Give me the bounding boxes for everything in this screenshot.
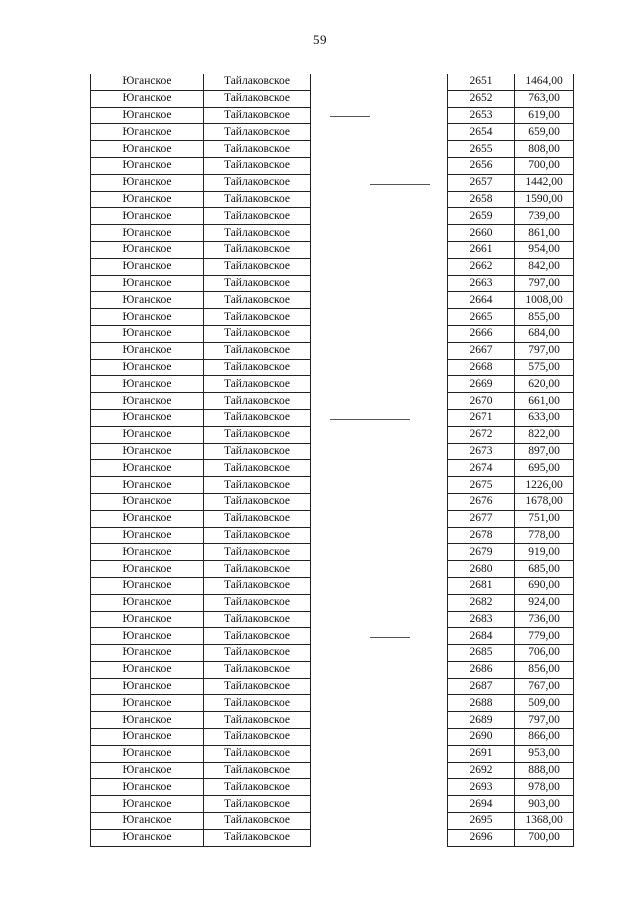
table-row <box>91 510 574 527</box>
number-cell: 2665 <box>448 309 515 326</box>
area-cell: Тайлаковское <box>204 779 311 796</box>
number-cell: 2667 <box>448 342 515 359</box>
blank-cell <box>311 510 448 527</box>
field-cell: Юганское <box>91 309 204 326</box>
table-row <box>91 678 574 695</box>
value-cell: 700,00 <box>515 157 574 174</box>
value-cell: 919,00 <box>515 544 574 561</box>
field-cell: Юганское <box>91 762 204 779</box>
field-cell: Юганское <box>91 493 204 510</box>
area-cell: Тайлаковское <box>204 477 311 494</box>
value-cell: 856,00 <box>515 661 574 678</box>
value-cell: 706,00 <box>515 645 574 662</box>
blank-cell <box>311 544 448 561</box>
value-cell: 866,00 <box>515 729 574 746</box>
number-cell: 2662 <box>448 258 515 275</box>
table-row <box>91 141 574 158</box>
area-cell: Тайлаковское <box>204 393 311 410</box>
number-cell: 2652 <box>448 90 515 107</box>
area-cell: Тайлаковское <box>204 208 311 225</box>
table-row <box>91 779 574 796</box>
field-cell: Юганское <box>91 611 204 628</box>
field-cell: Юганское <box>91 460 204 477</box>
field-cell: Юганское <box>91 376 204 393</box>
area-cell: Тайлаковское <box>204 225 311 242</box>
field-cell: Юганское <box>91 208 204 225</box>
value-cell: 684,00 <box>515 325 574 342</box>
value-cell: 690,00 <box>515 577 574 594</box>
value-cell: 685,00 <box>515 561 574 578</box>
area-cell: Тайлаковское <box>204 678 311 695</box>
blank-cell <box>311 275 448 292</box>
field-cell: Юганское <box>91 74 204 90</box>
value-cell: 797,00 <box>515 712 574 729</box>
blank-cell <box>311 561 448 578</box>
area-cell: Тайлаковское <box>204 611 311 628</box>
table-row <box>91 493 574 510</box>
table-row <box>91 443 574 460</box>
value-cell: 619,00 <box>515 107 574 124</box>
table-row <box>91 124 574 141</box>
field-cell: Юганское <box>91 409 204 426</box>
blank-cell <box>311 779 448 796</box>
field-cell: Юганское <box>91 628 204 645</box>
field-cell: Юганское <box>91 695 204 712</box>
area-cell: Тайлаковское <box>204 426 311 443</box>
number-cell: 2653 <box>448 107 515 124</box>
area-cell: Тайлаковское <box>204 191 311 208</box>
value-cell: 953,00 <box>515 745 574 762</box>
field-cell: Юганское <box>91 661 204 678</box>
value-cell: 1226,00 <box>515 477 574 494</box>
field-cell: Юганское <box>91 527 204 544</box>
value-cell: 1368,00 <box>515 813 574 830</box>
number-cell: 2692 <box>448 762 515 779</box>
number-cell: 2683 <box>448 611 515 628</box>
field-cell: Юганское <box>91 678 204 695</box>
blank-cell <box>311 325 448 342</box>
number-cell: 2666 <box>448 325 515 342</box>
area-cell: Тайлаковское <box>204 729 311 746</box>
value-cell: 778,00 <box>515 527 574 544</box>
blank-cell <box>311 477 448 494</box>
blank-cell <box>311 729 448 746</box>
blank-cell <box>311 527 448 544</box>
scan-artifact <box>370 637 410 638</box>
field-cell: Юганское <box>91 645 204 662</box>
field-cell: Юганское <box>91 292 204 309</box>
value-cell: 751,00 <box>515 510 574 527</box>
number-cell: 2673 <box>448 443 515 460</box>
field-cell: Юганское <box>91 561 204 578</box>
value-cell: 633,00 <box>515 409 574 426</box>
number-cell: 2687 <box>448 678 515 695</box>
table-row <box>91 460 574 477</box>
number-cell: 2680 <box>448 561 515 578</box>
value-cell: 659,00 <box>515 124 574 141</box>
area-cell: Тайлаковское <box>204 813 311 830</box>
blank-cell <box>311 762 448 779</box>
table-row <box>91 712 574 729</box>
value-cell: 797,00 <box>515 342 574 359</box>
value-cell: 736,00 <box>515 611 574 628</box>
area-cell: Тайлаковское <box>204 74 311 90</box>
table-row <box>91 393 574 410</box>
number-cell: 2693 <box>448 779 515 796</box>
field-cell: Юганское <box>91 443 204 460</box>
number-cell: 2695 <box>448 813 515 830</box>
field-cell: Юганское <box>91 577 204 594</box>
area-cell: Тайлаковское <box>204 493 311 510</box>
area-cell: Тайлаковское <box>204 577 311 594</box>
value-cell: 903,00 <box>515 796 574 813</box>
field-cell: Юганское <box>91 477 204 494</box>
field-cell: Юганское <box>91 729 204 746</box>
area-cell: Тайлаковское <box>204 174 311 191</box>
table-row <box>91 74 574 90</box>
blank-cell <box>311 611 448 628</box>
table-row <box>91 527 574 544</box>
value-cell: 861,00 <box>515 225 574 242</box>
area-cell: Тайлаковское <box>204 695 311 712</box>
table-row <box>91 611 574 628</box>
blank-cell <box>311 661 448 678</box>
area-cell: Тайлаковское <box>204 645 311 662</box>
value-cell: 620,00 <box>515 376 574 393</box>
table-row <box>91 796 574 813</box>
number-cell: 2696 <box>448 829 515 846</box>
value-cell: 1008,00 <box>515 292 574 309</box>
value-cell: 897,00 <box>515 443 574 460</box>
number-cell: 2651 <box>448 74 515 90</box>
number-cell: 2654 <box>448 124 515 141</box>
field-cell: Юганское <box>91 393 204 410</box>
value-cell: 842,00 <box>515 258 574 275</box>
table-row <box>91 292 574 309</box>
blank-cell <box>311 813 448 830</box>
table-row <box>91 342 574 359</box>
number-cell: 2678 <box>448 527 515 544</box>
blank-cell <box>311 796 448 813</box>
field-cell: Юганское <box>91 813 204 830</box>
value-cell: 767,00 <box>515 678 574 695</box>
blank-cell <box>311 829 448 846</box>
blank-cell <box>311 191 448 208</box>
value-cell: 822,00 <box>515 426 574 443</box>
blank-cell <box>311 678 448 695</box>
blank-cell <box>311 258 448 275</box>
field-cell: Юганское <box>91 544 204 561</box>
field-cell: Юганское <box>91 157 204 174</box>
field-cell: Юганское <box>91 779 204 796</box>
number-cell: 2671 <box>448 409 515 426</box>
area-cell: Тайлаковское <box>204 409 311 426</box>
field-cell: Юганское <box>91 594 204 611</box>
value-cell: 978,00 <box>515 779 574 796</box>
table-row <box>91 762 574 779</box>
blank-cell <box>311 393 448 410</box>
number-cell: 2656 <box>448 157 515 174</box>
area-cell: Тайлаковское <box>204 275 311 292</box>
field-cell: Юганское <box>91 359 204 376</box>
field-cell: Юганское <box>91 241 204 258</box>
field-cell: Юганское <box>91 510 204 527</box>
field-cell: Юганское <box>91 745 204 762</box>
area-cell: Тайлаковское <box>204 745 311 762</box>
area-cell: Тайлаковское <box>204 594 311 611</box>
field-cell: Юганское <box>91 342 204 359</box>
area-cell: Тайлаковское <box>204 460 311 477</box>
table-row <box>91 174 574 191</box>
value-cell: 575,00 <box>515 359 574 376</box>
value-cell: 954,00 <box>515 241 574 258</box>
number-cell: 2664 <box>448 292 515 309</box>
value-cell: 924,00 <box>515 594 574 611</box>
blank-cell <box>311 376 448 393</box>
field-cell: Юганское <box>91 90 204 107</box>
table-row <box>91 376 574 393</box>
table-row <box>91 829 574 846</box>
value-cell: 1678,00 <box>515 493 574 510</box>
blank-cell <box>311 124 448 141</box>
number-cell: 2668 <box>448 359 515 376</box>
area-cell: Тайлаковское <box>204 292 311 309</box>
value-cell: 797,00 <box>515 275 574 292</box>
table-row <box>91 645 574 662</box>
page-number: 59 <box>313 32 327 47</box>
area-cell: Тайлаковское <box>204 443 311 460</box>
table-row <box>91 275 574 292</box>
scan-artifact <box>330 116 370 117</box>
field-cell: Юганское <box>91 712 204 729</box>
blank-cell <box>311 712 448 729</box>
number-cell: 2686 <box>448 661 515 678</box>
table-row <box>91 561 574 578</box>
area-cell: Тайлаковское <box>204 359 311 376</box>
area-cell: Тайлаковское <box>204 90 311 107</box>
number-cell: 2663 <box>448 275 515 292</box>
field-cell: Юганское <box>91 258 204 275</box>
table-row <box>91 628 574 645</box>
number-cell: 2672 <box>448 426 515 443</box>
area-cell: Тайлаковское <box>204 661 311 678</box>
value-cell: 808,00 <box>515 141 574 158</box>
table-row <box>91 477 574 494</box>
number-cell: 2676 <box>448 493 515 510</box>
field-cell: Юганское <box>91 174 204 191</box>
number-cell: 2674 <box>448 460 515 477</box>
table-row <box>91 577 574 594</box>
area-cell: Тайлаковское <box>204 796 311 813</box>
table-row <box>91 157 574 174</box>
blank-cell <box>311 645 448 662</box>
area-cell: Тайлаковское <box>204 309 311 326</box>
area-cell: Тайлаковское <box>204 157 311 174</box>
blank-cell <box>311 342 448 359</box>
area-cell: Тайлаковское <box>204 628 311 645</box>
table-row <box>91 309 574 326</box>
field-cell: Юганское <box>91 107 204 124</box>
number-cell: 2660 <box>448 225 515 242</box>
table-row <box>91 90 574 107</box>
field-cell: Юганское <box>91 275 204 292</box>
table-row <box>91 695 574 712</box>
value-cell: 700,00 <box>515 829 574 846</box>
value-cell: 509,00 <box>515 695 574 712</box>
number-cell: 2685 <box>448 645 515 662</box>
area-cell: Тайлаковское <box>204 829 311 846</box>
blank-cell <box>311 74 448 90</box>
table-row <box>91 225 574 242</box>
blank-cell <box>311 157 448 174</box>
value-cell: 888,00 <box>515 762 574 779</box>
area-cell: Тайлаковское <box>204 510 311 527</box>
number-cell: 2670 <box>448 393 515 410</box>
field-cell: Юганское <box>91 829 204 846</box>
table-row <box>91 745 574 762</box>
table-row <box>91 729 574 746</box>
blank-cell <box>311 745 448 762</box>
number-cell: 2659 <box>448 208 515 225</box>
area-cell: Тайлаковское <box>204 342 311 359</box>
table-row <box>91 426 574 443</box>
number-cell: 2691 <box>448 745 515 762</box>
area-cell: Тайлаковское <box>204 141 311 158</box>
area-cell: Тайлаковское <box>204 527 311 544</box>
area-cell: Тайлаковское <box>204 762 311 779</box>
area-cell: Тайлаковское <box>204 258 311 275</box>
number-cell: 2694 <box>448 796 515 813</box>
value-cell: 739,00 <box>515 208 574 225</box>
blank-cell <box>311 208 448 225</box>
blank-cell <box>311 90 448 107</box>
table-row <box>91 594 574 611</box>
blank-cell <box>311 493 448 510</box>
value-cell: 1442,00 <box>515 174 574 191</box>
table-row <box>91 661 574 678</box>
area-cell: Тайлаковское <box>204 376 311 393</box>
number-cell: 2689 <box>448 712 515 729</box>
number-cell: 2669 <box>448 376 515 393</box>
number-cell: 2688 <box>448 695 515 712</box>
number-cell: 2655 <box>448 141 515 158</box>
blank-cell <box>311 426 448 443</box>
blank-cell <box>311 141 448 158</box>
number-cell: 2657 <box>448 174 515 191</box>
value-cell: 661,00 <box>515 393 574 410</box>
blank-cell <box>311 695 448 712</box>
field-cell: Юганское <box>91 426 204 443</box>
number-cell: 2675 <box>448 477 515 494</box>
area-cell: Тайлаковское <box>204 544 311 561</box>
table-row <box>91 544 574 561</box>
table-row <box>91 325 574 342</box>
number-cell: 2661 <box>448 241 515 258</box>
field-cell: Юганское <box>91 141 204 158</box>
blank-cell <box>311 241 448 258</box>
table-row <box>91 191 574 208</box>
blank-cell <box>311 309 448 326</box>
blank-cell <box>311 460 448 477</box>
blank-cell <box>311 594 448 611</box>
number-cell: 2690 <box>448 729 515 746</box>
number-cell: 2677 <box>448 510 515 527</box>
table-row <box>91 813 574 830</box>
value-cell: 695,00 <box>515 460 574 477</box>
data-table <box>90 74 574 847</box>
table-row <box>91 241 574 258</box>
table-row <box>91 208 574 225</box>
scan-artifact <box>330 419 410 420</box>
area-cell: Тайлаковское <box>204 241 311 258</box>
value-cell: 1464,00 <box>515 74 574 90</box>
value-cell: 855,00 <box>515 309 574 326</box>
table-body <box>91 74 574 846</box>
field-cell: Юганское <box>91 225 204 242</box>
blank-cell <box>311 292 448 309</box>
area-cell: Тайлаковское <box>204 712 311 729</box>
field-cell: Юганское <box>91 191 204 208</box>
field-cell: Юганское <box>91 796 204 813</box>
area-cell: Тайлаковское <box>204 107 311 124</box>
table-row <box>91 359 574 376</box>
number-cell: 2682 <box>448 594 515 611</box>
field-cell: Юганское <box>91 325 204 342</box>
scan-artifact <box>370 184 430 185</box>
field-cell: Юганское <box>91 124 204 141</box>
blank-cell <box>311 225 448 242</box>
number-cell: 2681 <box>448 577 515 594</box>
area-cell: Тайлаковское <box>204 561 311 578</box>
table-row <box>91 258 574 275</box>
number-cell: 2658 <box>448 191 515 208</box>
blank-cell <box>311 443 448 460</box>
value-cell: 1590,00 <box>515 191 574 208</box>
area-cell: Тайлаковское <box>204 124 311 141</box>
number-cell: 2684 <box>448 628 515 645</box>
area-cell: Тайлаковское <box>204 325 311 342</box>
number-cell: 2679 <box>448 544 515 561</box>
value-cell: 779,00 <box>515 628 574 645</box>
blank-cell <box>311 577 448 594</box>
value-cell: 763,00 <box>515 90 574 107</box>
blank-cell <box>311 359 448 376</box>
